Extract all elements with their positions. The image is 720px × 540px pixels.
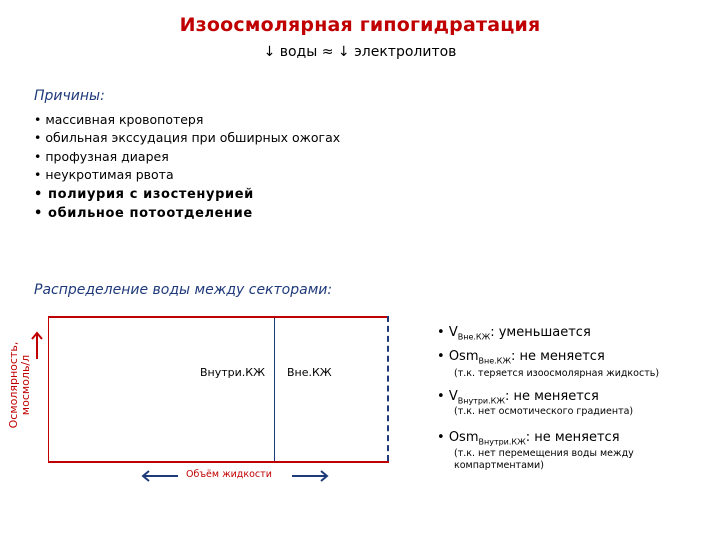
stat-value: : не меняется bbox=[504, 389, 599, 404]
osmolarity-up-arrow-icon bbox=[30, 330, 44, 360]
stat-subscript: Внутри.КЖ bbox=[478, 437, 526, 447]
distribution-heading: Распределение воды между секторами: bbox=[34, 282, 333, 298]
volume-left-arrow-icon bbox=[140, 469, 180, 483]
stat-value: : не меняется bbox=[510, 349, 605, 364]
cause-item: • полиурия с изостенурией bbox=[34, 186, 254, 202]
compartment-divider bbox=[274, 318, 275, 461]
intracellular-label: Внутри.КЖ bbox=[200, 366, 265, 379]
volume-axis-label: Объём жидкости bbox=[186, 469, 272, 480]
cause-item: • профузная диарея bbox=[34, 148, 169, 164]
stat-note: (т.к. теряется изоосмолярная жидкость) bbox=[454, 368, 660, 379]
causes-list bbox=[34, 111, 340, 223]
causes-heading: Причины: bbox=[34, 88, 105, 104]
stat-note: (т.к. нет перемещения воды между компартментами) bbox=[454, 448, 634, 471]
volume-right-arrow-icon bbox=[290, 469, 330, 483]
cause-item: • обильная экссудация при обширных ожогах bbox=[34, 130, 341, 146]
stat-subscript: Вне.КЖ bbox=[478, 356, 511, 366]
stat-symbol: Osm bbox=[448, 430, 479, 445]
bullet: • bbox=[437, 389, 445, 404]
bullet: • bbox=[437, 325, 445, 340]
stat-symbol: V bbox=[448, 325, 458, 340]
stat-value: : уменьшается bbox=[490, 325, 591, 340]
stat-subscript: Внутри.КЖ bbox=[457, 396, 505, 406]
slide-title: Изоосмолярная гипогидратация bbox=[179, 14, 541, 36]
stat-osm-extracellular bbox=[437, 349, 605, 366]
slide-subtitle: ↓ воды ≈ ↓ электролитов bbox=[263, 44, 457, 60]
stat-v-extracellular bbox=[437, 325, 591, 342]
stat-subscript: Вне.КЖ bbox=[457, 332, 491, 342]
extracellular-label: Вне.КЖ bbox=[287, 366, 332, 379]
stat-osm-intracellular bbox=[437, 430, 620, 447]
osmolarity-axis-label-line2: мосмоль/л bbox=[19, 354, 32, 416]
cause-item: • неукротимая рвота bbox=[34, 167, 174, 183]
original-boundary-dashed-line bbox=[387, 316, 389, 461]
stat-symbol: Osm bbox=[448, 349, 479, 364]
cause-item: • массивная кровопотеря bbox=[34, 112, 204, 127]
stat-symbol: V bbox=[448, 389, 458, 404]
stat-v-intracellular bbox=[437, 389, 599, 406]
stat-value: : не меняется bbox=[525, 430, 620, 445]
cause-item: • обильное потоотделение bbox=[34, 205, 253, 221]
bullet: • bbox=[437, 349, 445, 364]
compartment-box bbox=[48, 316, 389, 463]
stat-note: (т.к. нет осмотического градиента) bbox=[454, 406, 634, 417]
osmolarity-axis-label bbox=[8, 325, 32, 445]
bullet: • bbox=[437, 430, 445, 445]
osmolarity-axis-label-line1: Осмолярность, bbox=[7, 341, 20, 429]
